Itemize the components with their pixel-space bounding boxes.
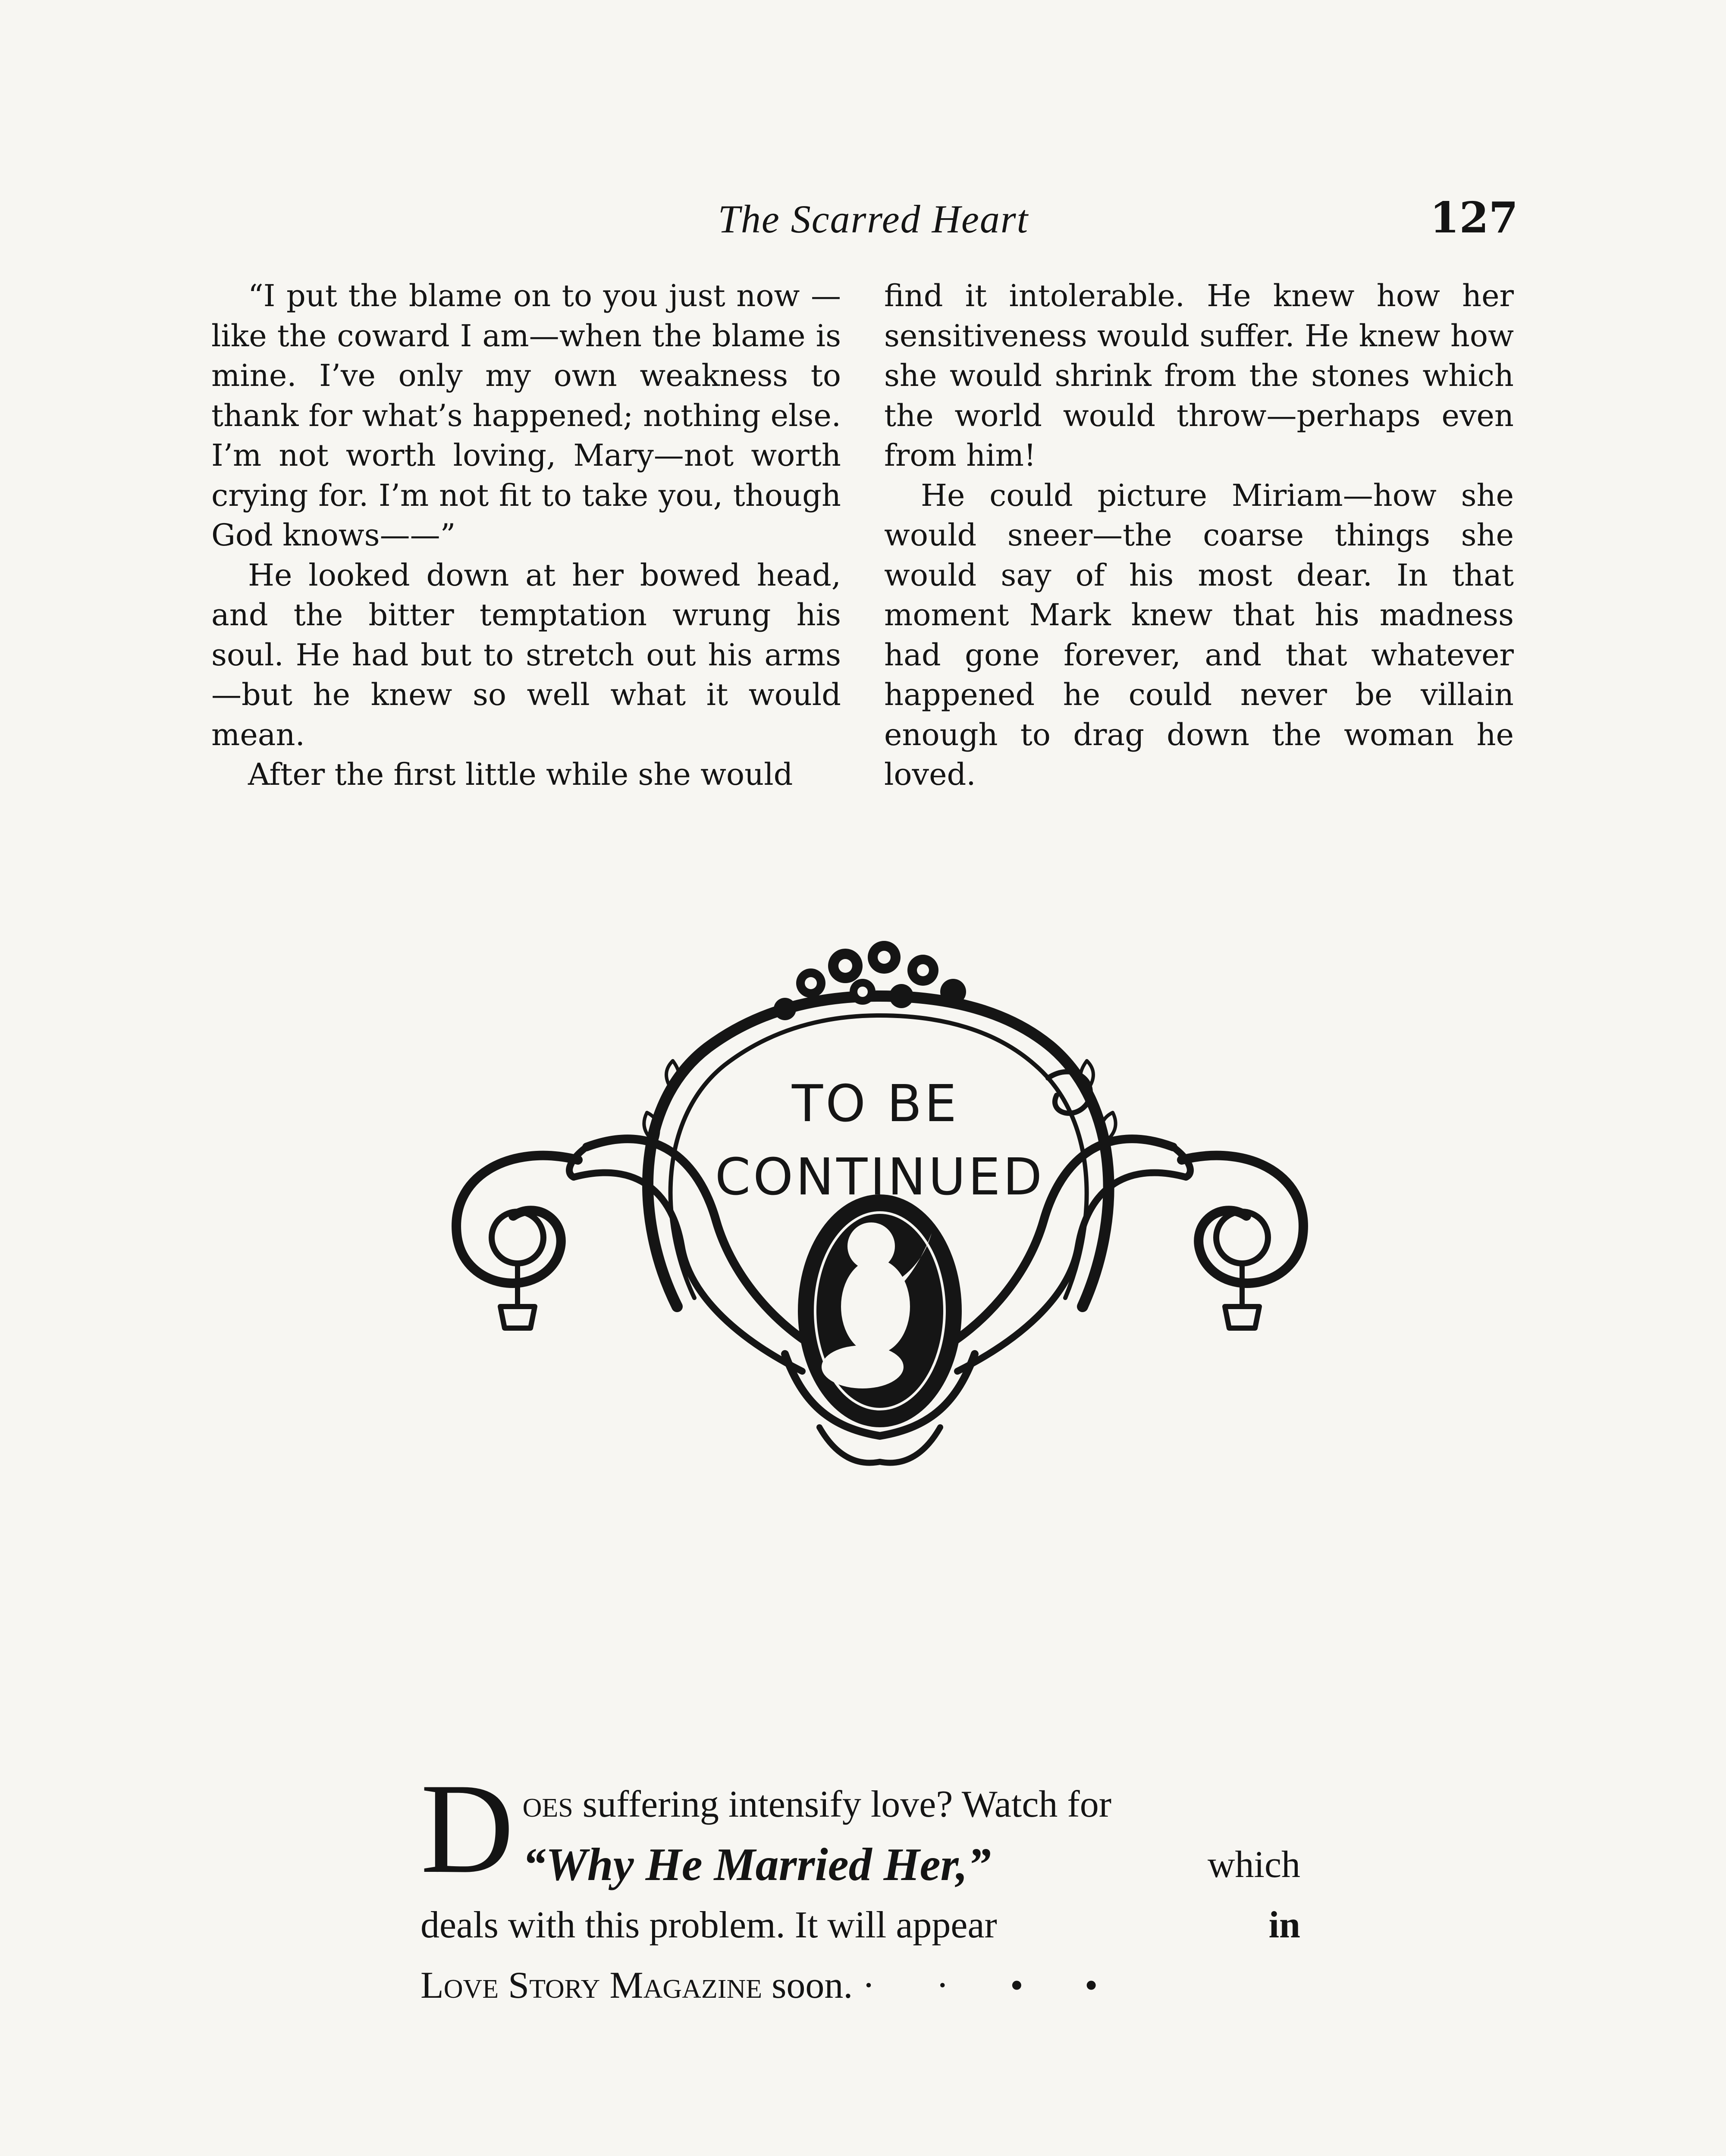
- notice-text: in: [1268, 1904, 1300, 1946]
- emblem-text-line1: TO BE: [792, 1074, 959, 1133]
- notice-text: deals with this problem. It will appear: [421, 1904, 997, 1946]
- paragraph: He looked down at her bowed head, and the bitter temptation wrung his soul. He had but to stretch out his arms—but he knew so well what it would mean.: [211, 557, 841, 752]
- text-column-right: [884, 276, 1514, 795]
- notice-text: which: [1207, 1844, 1300, 1886]
- running-title: The Scarred Heart: [718, 197, 1029, 241]
- notice-line: [421, 1955, 1300, 2016]
- to-be-continued-emblem: [431, 918, 1328, 1488]
- next-story-notice: [421, 1757, 1300, 2016]
- emblem-text-line2: CONTINUED: [715, 1147, 1045, 1206]
- notice-line: [421, 1895, 1300, 1955]
- magazine-name: Love Story Magazine: [421, 1965, 763, 2006]
- paragraph: “I put the blame on to you just now —like the coward I am—when the blame is mine. I’ve only my own weakness to thank for what’s happened; nothing else. I’m not worth loving, Mary—not worth crying for. I’m not fit to take you, though God knows——”: [211, 278, 841, 553]
- story-title: “Why He Married Her,”: [522, 1839, 991, 1890]
- notice-text: suffering intensify love? Watch for: [582, 1783, 1111, 1825]
- paragraph: After the first little while she would: [248, 757, 793, 792]
- text-column-left: [211, 276, 841, 795]
- notice-smallcaps: oes: [522, 1783, 573, 1825]
- paragraph: find it intolerable. He knew how her sensitiveness would suffer. He knew how she would shrink from the stones which the world would throw—perhaps even from him!: [884, 278, 1514, 473]
- paragraph: He could picture Miriam—how she would sneer—the coarse things she would say of his most dear. In that moment Mark knew that his madness had gone forever, and that whatever happened he could never be villain enough to drag down the woman he loved.: [884, 477, 1514, 792]
- notice-line: [523, 1835, 1300, 1895]
- notice-text: soon.: [772, 1965, 853, 2006]
- drop-cap: D: [421, 1757, 514, 1900]
- notice-line: [523, 1774, 1300, 1835]
- page-number: 127: [1430, 193, 1518, 243]
- ornament-dots: · · • •: [862, 1965, 1124, 2006]
